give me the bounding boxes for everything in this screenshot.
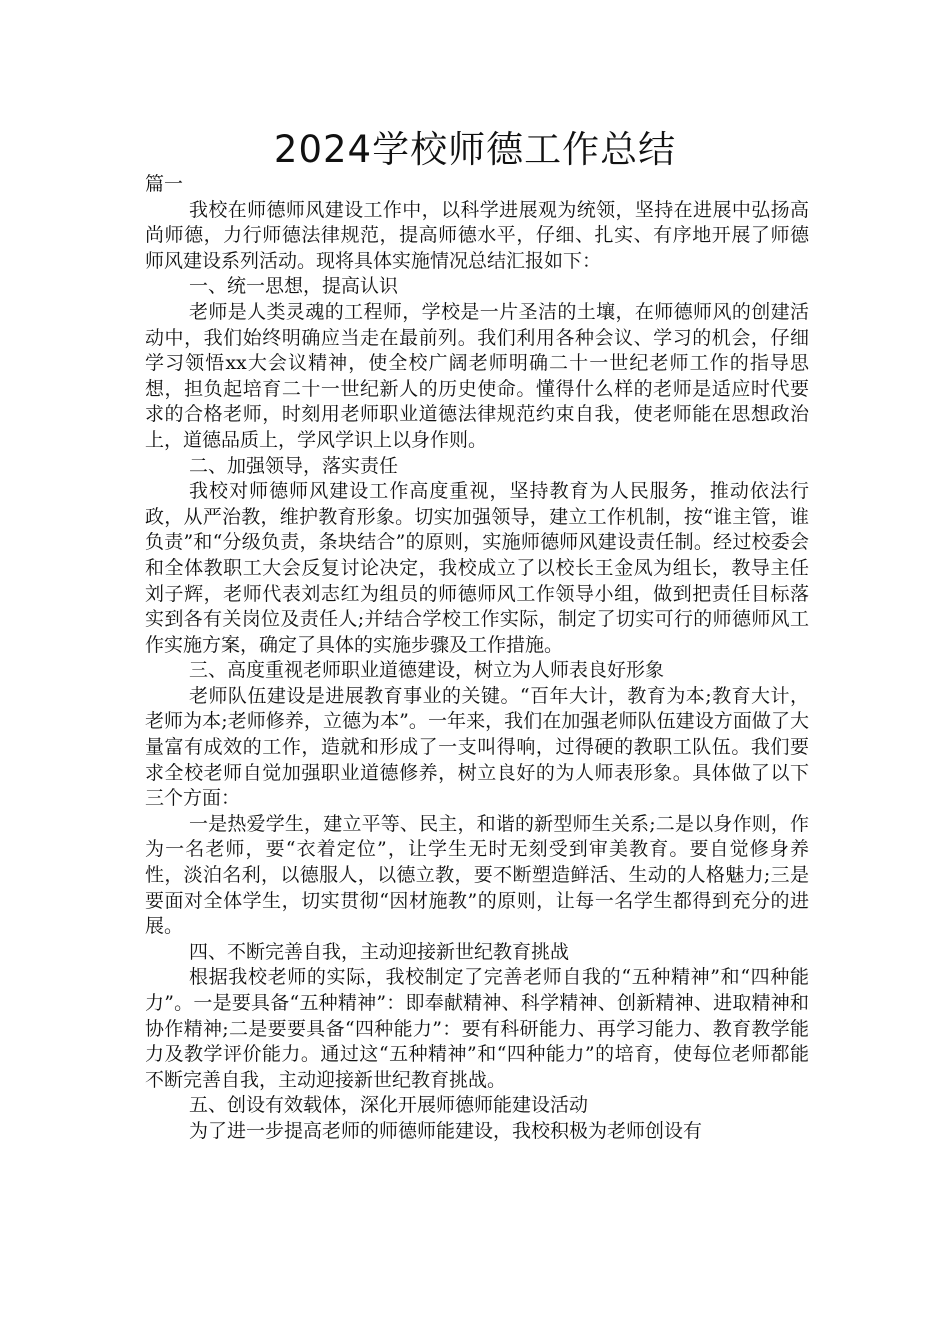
paragraph-section-2: 我校对师德师风建设工作高度重视，坚持教育为人民服务，推动依法行政，从严治教，维护教育形象。切实加强领导，建立工作机制，按“谁主管，谁负责”和“分级负责，条块结合”的原则，实施师德师风建设责任制。经过校委会和全体教职工大会反复讨论决定，我校成立了以校长王金凤为组长，教导主任刘子辉，老师代表刘志红为组员的师德师风工作领导小组，做到把责任目标落实到各有关岗位及责任人;并结合学校工作实际，制定了切实可行的师德师风工作实施方案，确定了具体的实施步骤及工作措施。 bbox=[145, 480, 809, 656]
document-title: 2024学校师德工作总结 bbox=[273, 128, 677, 171]
paragraph-section-1: 老师是人类灵魂的工程师，学校是一片圣洁的土壤，在师德师风的创建活动中，我们始终明确应当走在最前列。我们利用各种会议、学习的机会，仔细学习领悟xx大会议精神，使全校广阔老师明确二十一世纪老师工作的指导思想，担负起培育二十一世纪新人的历史使命。懂得什么样的老师是适应时代要求的合格老师，时刻用老师职业道德法律规范约束自我，使老师能在思想政治上，道德品质上，学风学识上以身作则。 bbox=[145, 300, 809, 451]
paragraph-section-3b: 一是热爱学生，建立平等、民主，和谐的新型师生关系;二是以身作则，作为一名老师，要“衣着定位”，让学生无时无刻受到审美教育。要自觉修身养性，淡泊名利，以德服人，以德立教，要不断塑造鲜活、生动的人格魅力;三是要面对全体学生，切实贯彻“因材施教”的原则，让每一名学生都得到充分的进展。 bbox=[145, 812, 809, 938]
section-heading-2: 二、加强领导，落实责任 bbox=[189, 454, 399, 477]
paragraph-section-3a: 老师队伍建设是进展教育事业的关键。“百年大计，教育为本;教育大计，老师为本;老师修养，立德为本”。一年来，我们在加强老师队伍建设方面做了大量富有成效的工作，造就和形成了一支叫得响，过得硬的教职工队伍。我们要求全校老师自觉加强职业道德修养，树立良好的为人师表形象。具体做了以下三个方面： bbox=[145, 684, 809, 810]
document-body bbox=[145, 172, 809, 1145]
section-label: 篇一 bbox=[145, 173, 184, 195]
paragraph-section-5: 为了进一步提高老师的师德师能建设，我校积极为老师创设有 bbox=[189, 1119, 703, 1142]
section-heading-5: 五、创设有效载体，深化开展师德师能建设活动 bbox=[189, 1094, 589, 1117]
paragraph-section-4: 根据我校老师的实际，我校制定了完善老师自我的“五种精神”和“四种能力”。一是要具备“五种精神”：即奉献精神、科学精神、创新精神、进取精神和协作精神;二是要要具备“四种能力”：要有科研能力、再学习能力、教育教学能力及教学评价能力。通过这“五种精神”和“四种能力”的培育，使每位老师都能不断完善自我，主动迎接新世纪教育挑战。 bbox=[145, 966, 809, 1091]
section-heading-1: 一、统一思想，提高认识 bbox=[189, 275, 399, 298]
section-heading-4: 四、不断完善自我，主动迎接新世纪教育挑战 bbox=[189, 940, 570, 963]
section-heading-3: 三、高度重视老师职业道德建设，树立为人师表良好形象 bbox=[189, 659, 665, 682]
paragraph-intro: 我校在师德师风建设工作中，以科学进展观为统领，坚持在进展中弘扬高尚师德，力行师德法律规范，提高师德水平，仔细、扎实、有序地开展了师德师风建设系列活动。现将具体实施情况总结汇报如下： bbox=[145, 198, 809, 272]
